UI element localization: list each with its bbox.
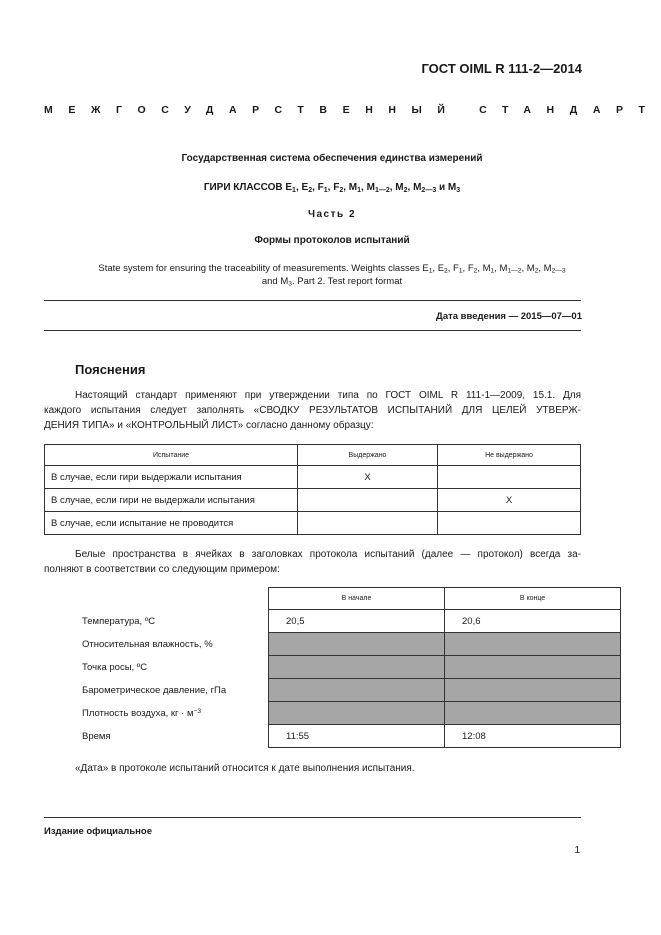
end-value [445, 656, 621, 679]
table-row [45, 512, 581, 535]
part-label: Часть 2 [307, 209, 357, 220]
paragraph-1: Настоящий стандарт применяют при утверждении типа по ГОСТ OIML R 111-1—2009, 15.1. Для каждого испытания следует заполнять «СВОДКУ РЕЗУЛЬТАТОВ ИСПЫТАНИЙ ДЛЯ ЦЕЛЕЙ УТВЕРЖ- ДЕНИЯ ТИПА» и «КОНТРОЛЬНЫЙ ЛИСТ» согласно данному образцу: [44, 390, 581, 431]
passed-mark [298, 489, 438, 512]
start-value [269, 633, 445, 656]
standard-code: ГОСТ OIML R 111-2—2014 [421, 61, 582, 76]
row-label: Температура, ºС [82, 615, 156, 627]
row-label: Барометрическое давление, гПа [82, 684, 227, 696]
start-value [269, 679, 445, 702]
column-header: Испытание [45, 445, 298, 466]
section-heading: Пояснения [75, 362, 146, 377]
table-header-row [82, 588, 621, 610]
row-label: Относительная влажность, % [82, 638, 213, 650]
start-value: 11:55 [269, 725, 445, 748]
end-value [445, 633, 621, 656]
row-label: Точка росы, ºС [82, 661, 148, 673]
table-header-row [45, 445, 581, 466]
failed-mark: X [438, 489, 581, 512]
column-header-end: В конце [445, 588, 621, 610]
english-title: State system for ensuring the traceability of measurements. Weights classes $E_1$, $E_2$, $F_1$, $F_2$, $M_1$, $M_{1—2}$, $M_2$, $M_{2—3}$ and $M_3$. Part 2. Test report format [98, 263, 566, 288]
results-table [44, 444, 581, 535]
page-number: 1 [574, 845, 580, 856]
table-row [82, 679, 621, 702]
conditions-table [82, 587, 621, 748]
subtitle: Формы протоколов испытаний [254, 235, 410, 246]
end-value: 20,6 [445, 610, 621, 633]
column-header: Выдержано [298, 445, 438, 466]
start-value [269, 656, 445, 679]
table-row [82, 725, 621, 748]
end-value [445, 702, 621, 725]
table-row [82, 656, 621, 679]
failed-mark [438, 512, 581, 535]
series-title: Государственная система обеспечения единства измерений [181, 153, 483, 164]
paragraph-2: Белые пространства в ячейках в заголовках протокола испытаний (далее — протокол) всегда за- полняют в соответствии со следующим примером: [44, 549, 581, 575]
edition-label: Издание официальное [44, 826, 152, 837]
row-label: Плотность воздуха, кг · $м^{-3}$ [82, 707, 202, 719]
column-header: Не выдержано [438, 445, 581, 466]
table-row [82, 633, 621, 656]
end-value: 12:08 [445, 725, 621, 748]
row-label: Время [82, 730, 111, 742]
start-value: 20,5 [269, 610, 445, 633]
table-row [82, 702, 621, 725]
column-header-start: В начале [269, 588, 445, 610]
title-divider [44, 300, 581, 301]
intro-date: Дата введения — 2015—07—01 [436, 311, 582, 322]
main-title: ГИРИ КЛАССОВ $E_1$, $E_2$, $F_1$, $F_2$, $M_1$, $M_{1—2}$, $M_2$, $M_{2—3}$ и $M_3$ [203, 182, 461, 194]
footer-divider [44, 817, 581, 818]
table-row [45, 489, 581, 512]
start-value [269, 702, 445, 725]
main-title-prefix: ГИРИ КЛАССОВ [203, 182, 283, 193]
row-label: В случае, если гири не выдержали испытания [45, 489, 298, 512]
banner-title: МЕЖГОСУДАРСТВЕННЫЙ СТАНДАРТ [44, 104, 661, 116]
date-divider [44, 330, 581, 331]
paragraph-3: «Дата» в протоколе испытаний относится к дате выполнения испытания. [75, 763, 415, 774]
end-value [445, 679, 621, 702]
failed-mark [438, 466, 581, 489]
table-row [45, 466, 581, 489]
row-label: В случае, если испытание не проводится [45, 512, 298, 535]
passed-mark [298, 512, 438, 535]
table-row [82, 610, 621, 633]
row-label: В случае, если гири выдержали испытания [45, 466, 298, 489]
passed-mark: X [298, 466, 438, 489]
